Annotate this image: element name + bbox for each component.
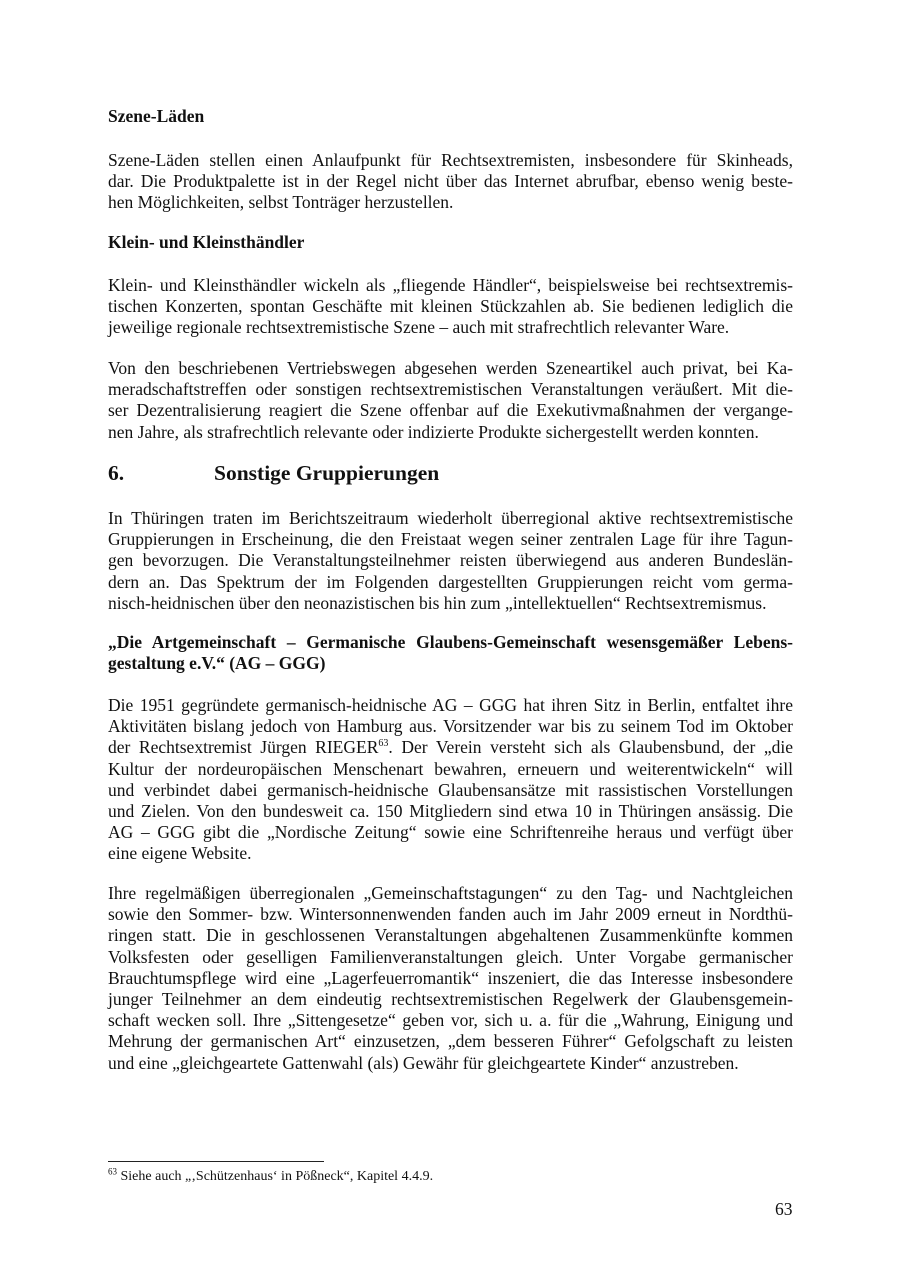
text-line: sowie den Sommer- bzw. Wintersonnenwenden fanden auch im Jahr 2009 erneut in Nordthü- bbox=[108, 904, 793, 925]
text-line: Brauchtumspflege wird eine „Lagerfeuerromantik“ inszeniert, die das Interesse insbesondere bbox=[108, 967, 793, 988]
footnote-separator bbox=[108, 1161, 324, 1162]
paragraph-szene-laeden bbox=[108, 150, 793, 214]
text-line: Die 1951 gegründete germanisch-heidnische AG – GGG hat ihren Sitz in Berlin, entfaltet ihre bbox=[108, 695, 793, 715]
text-line: In Thüringen traten im Berichtszeitraum wiederholt überregional aktive rechtsextremistische bbox=[108, 508, 793, 528]
text-line: und verbindet dabei germanisch-heidnische Glaubensansätze mit rassistischen Vorstellungen bbox=[108, 779, 793, 800]
text-line: jeweilige regionale rechtsextremistische Szene – auch mit strafrechtlich relevanter Ware. bbox=[108, 317, 730, 338]
text-line: Gruppierungen in Erscheinung, die den Freistaat wegen seiner zentralen Lage für ihre Tagun- bbox=[108, 529, 793, 550]
paragraph-artgemeinschaft-2 bbox=[108, 883, 793, 1074]
text-line: dern an. Das Spektrum der im Folgenden dargestellten Gruppierungen reicht vom germa- bbox=[108, 571, 793, 592]
footnote bbox=[108, 1166, 434, 1185]
text-line: ser Dezentralisierung reagiert die Szene offenbar auf die Exekutivmaßnahmen der vergange- bbox=[108, 400, 793, 421]
chapter-heading bbox=[108, 461, 439, 486]
text-line: AG – GGG gibt die „Nordische Zeitung“ sowie eine Schriftenreihe heraus und verfügt über bbox=[108, 822, 793, 843]
heading-szene-laeden: Szene-Läden bbox=[108, 106, 205, 126]
paragraph-vertriebswege bbox=[108, 358, 793, 443]
chapter-number: 6. bbox=[108, 461, 125, 485]
text-line: nen Jahre, als strafrechtlich relevante oder indizierte Produkte sichergestellt werden konnten. bbox=[108, 421, 759, 442]
heading-artgemeinschaft bbox=[108, 632, 793, 674]
text-line: Aktivitäten bislang jedoch von Hamburg aus. Vorsitzender war bis zu seinem Tod im Oktober bbox=[108, 716, 793, 737]
page-number: 63 bbox=[775, 1199, 793, 1219]
footnote-text: Siehe auch „‚Schützenhaus‘ in Pößneck“, Kapitel 4.4.9. bbox=[117, 1169, 434, 1184]
text-line: tischen Konzerten, spontan Geschäfte mit kleinen Stückzahlen ab. Sie bedienen lediglich die bbox=[108, 296, 793, 317]
text-line: Von den beschriebenen Vertriebswegen abgesehen werden Szeneartikel auch privat, bei Ka- bbox=[108, 358, 793, 378]
text-line: nisch-heidnischen über den neonazistischen bis hin zum „intellektuellen“ Rechtsextremismus. bbox=[108, 592, 767, 613]
text-line: und Zielen. Von den bundesweit ca. 150 Mitgliedern sind etwa 10 in Thüringen ansässig. Die bbox=[108, 801, 793, 822]
text-line: ringen statt. Die in geschlossenen Veranstaltungen abgehaltenen Zusammenkünfte kommen bbox=[108, 925, 793, 946]
text-line bbox=[108, 737, 793, 758]
text-segment: . Der Verein versteht sich als Glaubensbund, der „die bbox=[388, 737, 794, 758]
text-line: Klein- und Kleinsthändler wickeln als „fliegende Händler“, beispielsweise bei rechtsextremis- bbox=[108, 275, 793, 295]
text-line: schaft wecken soll. Ihre „Sittengesetze“ geben vor, sich u. a. für die „Wahrung, Einigung und bbox=[108, 1010, 793, 1031]
text-line: eine eigene Website. bbox=[108, 843, 252, 864]
text-line: meradschaftstreffen oder sonstigen rechtsextremistischen Veranstaltungen veräußert. Mit die- bbox=[108, 379, 793, 400]
text-line: „Die Artgemeinschaft – Germanische Glaubens-Gemeinschaft wesensgemäßer Lebens- bbox=[108, 632, 793, 652]
text-line: dar. Die Produktpalette ist in der Regel nicht über das Internet abrufbar, ebenso wenig beste- bbox=[108, 171, 793, 192]
text-line: hen Möglichkeiten, selbst Tonträger herzustellen. bbox=[108, 192, 454, 213]
paragraph-artgemeinschaft-1 bbox=[108, 695, 793, 865]
text-line: Mehrung der germanischen Art“ einzusetzen, „dem besseren Führer“ Gefolgschaft zu leisten bbox=[108, 1031, 793, 1052]
heading-klein-haendler: Klein- und Kleinsthändler bbox=[108, 232, 305, 252]
text-line: junger Teilnehmer an dem eindeutig rechtsextremistischen Regelwerk der Glaubensgemein- bbox=[108, 989, 793, 1010]
text-line: Ihre regelmäßigen überregionalen „Gemeinschaftstagungen“ zu den Tag- und Nachtgleichen bbox=[108, 883, 793, 903]
paragraph-gruppierungen bbox=[108, 508, 793, 614]
text-line: gen bevorzugen. Die Veranstaltungsteilnehmer reisten überwiegend aus anderen Bundeslän- bbox=[108, 550, 793, 571]
text-line: Kultur der nordeuropäischen Menschenart bewahren, erneuern und weiterentwickeln“ will bbox=[108, 758, 793, 779]
footnote-number: 63 bbox=[108, 1166, 117, 1177]
chapter-title: Sonstige Gruppierungen bbox=[214, 461, 440, 485]
text-segment: der Rechtsextremist Jürgen RIEGER bbox=[108, 737, 379, 758]
text-line: gestaltung e.V.“ (AG – GGG) bbox=[108, 653, 326, 674]
paragraph-klein-haendler bbox=[108, 275, 793, 339]
footnote-reference: 63 bbox=[378, 738, 389, 750]
text-line: Volksfesten oder geselligen Familienveranstaltungen gleich. Unter Vorgabe germanischer bbox=[108, 946, 793, 967]
text-line: und eine „gleichgeartete Gattenwahl (als) Gewähr für gleichgeartete Kinder“ anzustreben. bbox=[108, 1052, 739, 1073]
text-line: Szene-Läden stellen einen Anlaufpunkt für Rechtsextremisten, insbesondere für Skinheads, bbox=[108, 150, 793, 170]
